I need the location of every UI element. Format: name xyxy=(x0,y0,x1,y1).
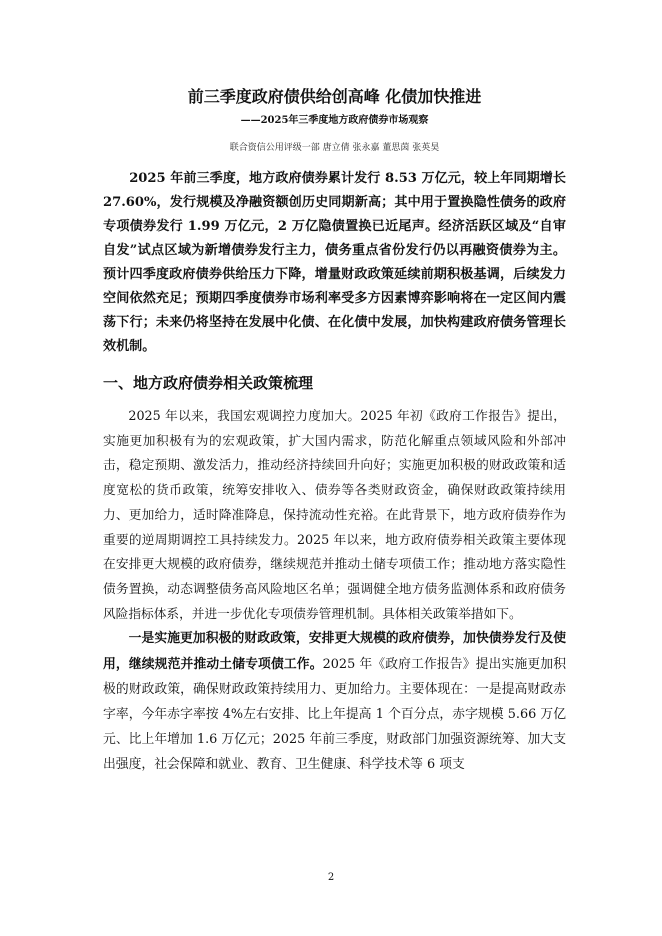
body-paragraph-2 xyxy=(103,626,566,777)
body-paragraph-1: 2025 年以来，我国宏观调控力度加大。2025 年初《政府工作报告》提出，实施更加积极有为的宏观政策，扩大国内需求，防范化解重点领域风险和外部冲击，稳定预期、激发活力，推动经济持续回升向好；实施更加积极的财政政策和适度宽松的货币政策，统筹安排收入、债券等各类财政资金，确保财政政策持续用力、更加给力，适时降准降息，保持流动性充裕。在此背景下，地方政府债券作为重要的逆周期调控工具持续发力。2025 年以来，地方政府债券相关政策主要体现在安排更大规模的政府债券，继续规范并推动土储专项债工作；推动地方落实隐性债务置换，动态调整债务高风险地区名单；强调健全地方债务监测体系和政府债务风险指标体系，并进一步优化专项债券管理机制。具体相关政策举措如下。 xyxy=(103,408,566,621)
abstract-paragraph: 2025 年前三季度，地方政府债券累计发行 8.53 万亿元，较上年同期增长 27.60%，发行规模及净融资额创历史同期新高；其中用于置换隐性债务的政府专项债券发行 1.99 万亿元，2 万亿隐债置换已近尾声。经济活跃区域及“自审自发”试点区域为新增债券发行主力，债务重点省份发行仍以再融资债券为主。预计四季度政府债券供给压力下降，增量财政政策延续前期积极基调，后续发力空间依然充足；预期四季度债券市场利率受多方因素博弈影响将在一定区间内震荡下行；未来仍将坚持在发展中化债、在化债中发展，加快构建政府债务管理长效机制。 xyxy=(103,171,566,354)
document-body xyxy=(103,86,566,778)
paragraph-body-text: 2025 年《政府工作报告》提出实施更加积极的财政政策，确保财政政策持续用力、更加给力。主要体现在：一是提高财政赤字率，今年赤字率按 4%左右安排、比上年提高 1 个百分点，赤字规模 5.66 万亿元、比上年增加 1.6 万亿元；2025 年前三季度，财政部门加强资源统筹、加大支出强度，社会保障和就业、教育、卫生健康、科学技术等 6 项支 xyxy=(103,656,566,773)
document-subtitle: ——2025年三季度地方政府债券市场观察 xyxy=(240,115,429,126)
author-line: 联合资信公用评级一部 唐立倩 张永嘉 董思茵 张英昊 xyxy=(229,143,440,153)
section-heading: 一、地方政府债券相关政策梳理 xyxy=(103,374,314,392)
paragraph-lead-text: 一是实施更加积极的财政政策，安排更大规模的政府债券，加快债券发行及使用，继续规范并推动土储专项债工作。 xyxy=(103,631,566,672)
page-number: 2 xyxy=(327,872,335,883)
document-title: 前三季度政府债供给创高峰 化债加快推进 xyxy=(187,87,482,106)
